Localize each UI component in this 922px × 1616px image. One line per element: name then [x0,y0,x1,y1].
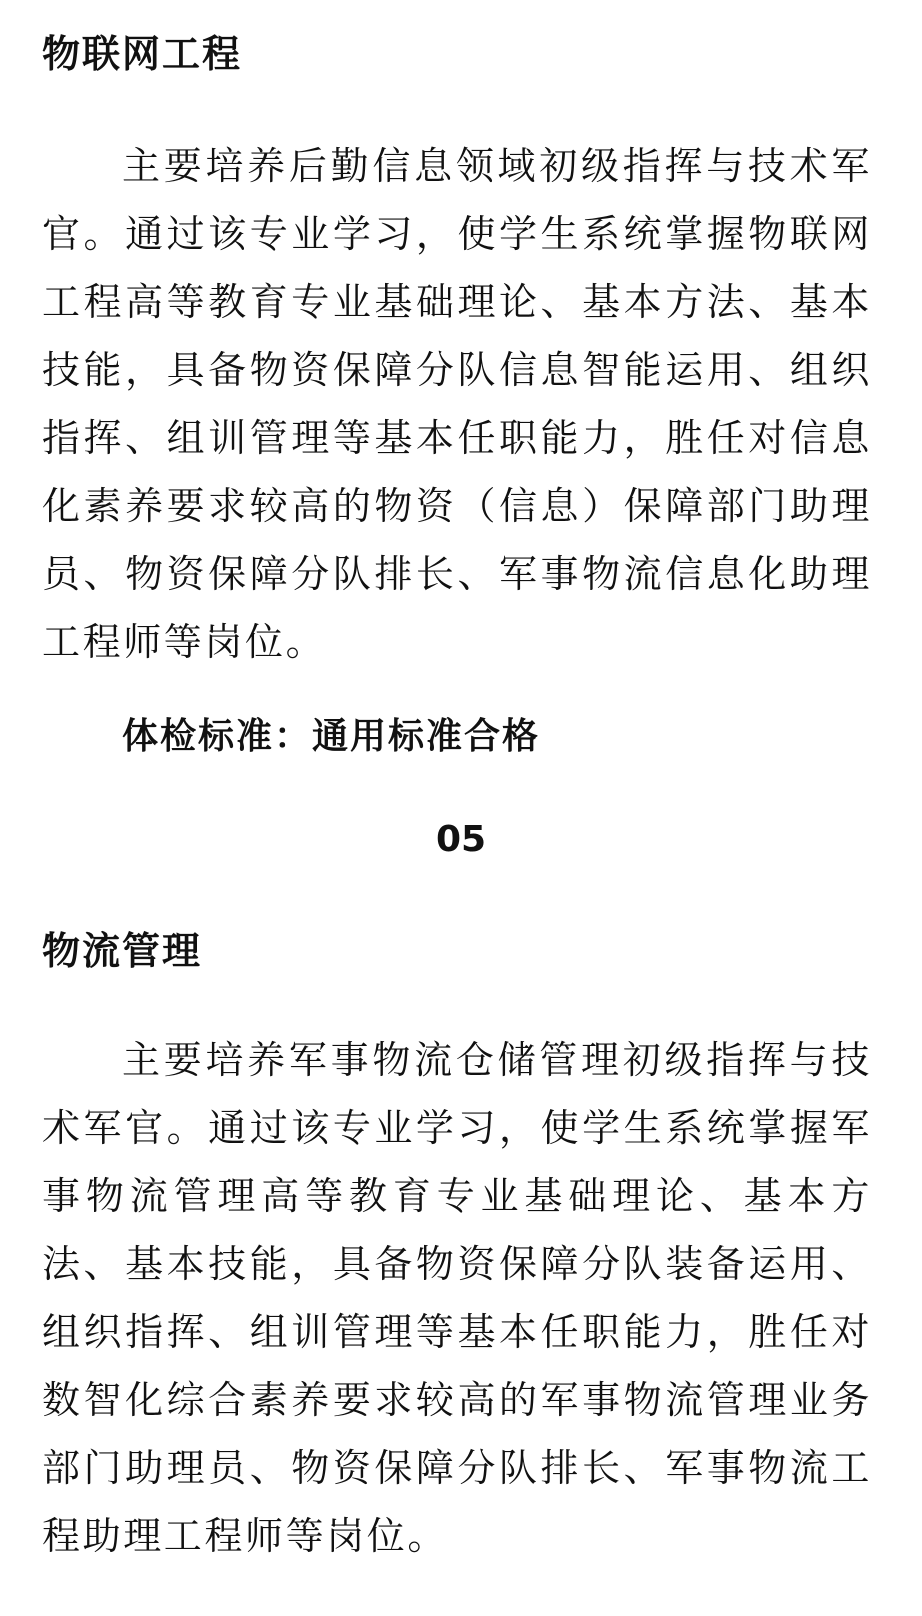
section-description-iot-engineering: 主要培养后勤信息领域初级指挥与技术军官。通过该专业学习，使学生系统掌握物联网工程高等教育专业基础理论、基本方法、基本技能，具备物资保障分队信息智能运用、组织指挥、组训管理等基本任职能力，胜任对信息化素养要求较高的物资（信息）保障部门助理员、物资保障分队排长、军事物流信息化助理工程师等岗位。 [42,144,872,664]
section-description-logistics-management: 主要培养军事物流仓储管理初级指挥与技术军官。通过该专业学习，使学生系统掌握军事物流管理高等教育专业基础理论、基本方法、基本技能，具备物资保障分队装备运用、组织指挥、组训管理等基本任职能力，胜任对数智化综合素养要求较高的军事物流管理业务部门助理员、物资保障分队排长、军事物流工程助理工程师等岗位。 [42,1038,872,1558]
section-heading-logistics-management: 物流管理 [42,929,203,973]
physical-standard: 体检标准：通用标准合格 [122,716,541,757]
section-number: 05 [435,819,487,860]
section-heading-iot-engineering: 物联网工程 [42,32,243,76]
